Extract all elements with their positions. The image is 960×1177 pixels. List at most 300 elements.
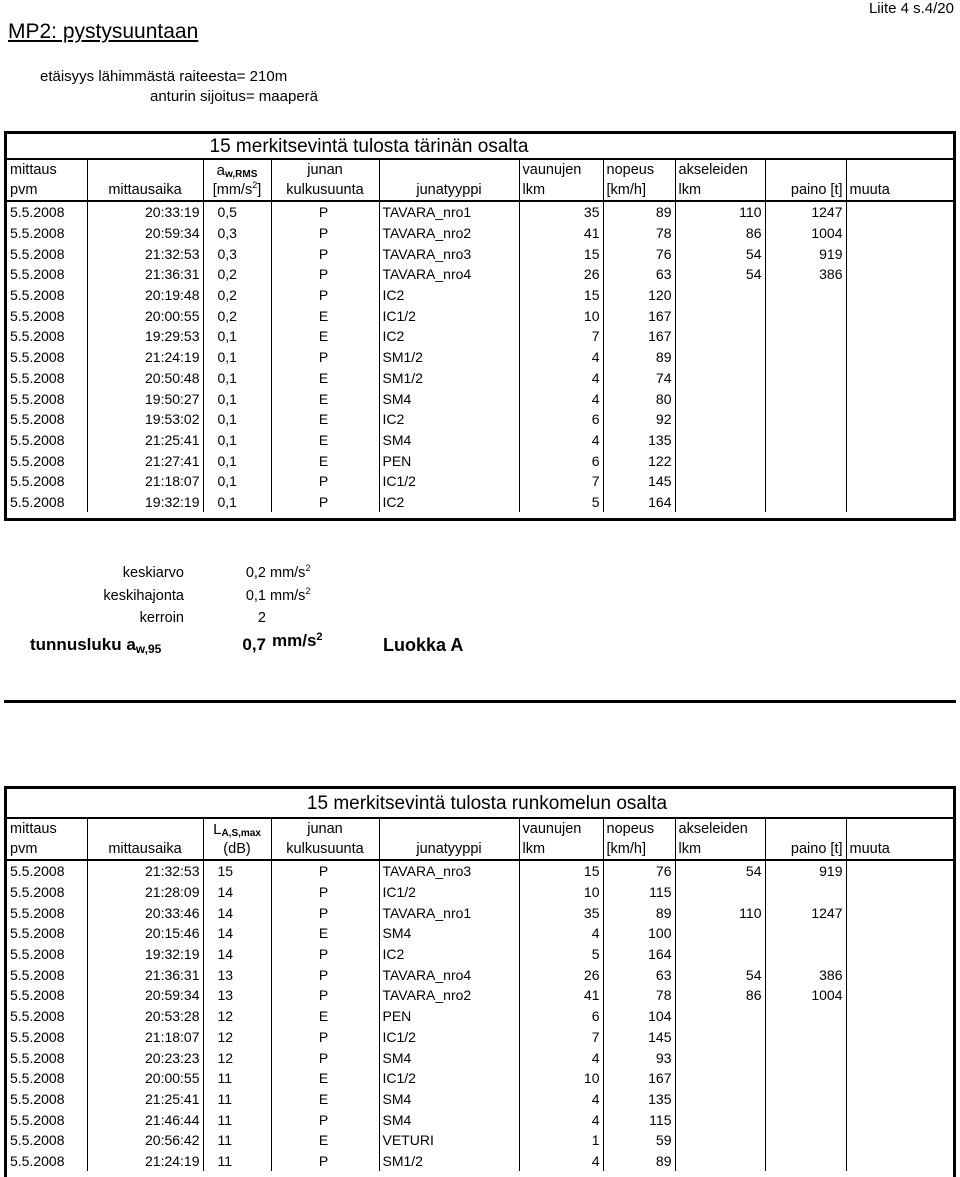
- cell-metric-value: 15: [203, 860, 271, 882]
- cell-akseli-lkm: [675, 944, 765, 965]
- cell-akseli-lkm: [675, 347, 765, 368]
- cell-kulkusuunta: E: [271, 1089, 379, 1110]
- cell-akseli-lkm: [675, 1109, 765, 1130]
- cell-junatyyppi: TAVARA_nro2: [379, 223, 519, 244]
- cell-paino: [765, 305, 846, 326]
- cell-metric-value: 0,1: [203, 368, 271, 389]
- cell-mittausaika: 19:50:27: [87, 388, 203, 409]
- table-row: [7, 264, 953, 285]
- cell-muuta: [846, 923, 953, 944]
- header-junatyyppi: junatyyppi: [379, 839, 519, 860]
- cell-mittausaika: 20:59:34: [87, 985, 203, 1006]
- cell-vaunu-lkm: 26: [519, 964, 603, 985]
- cell-akseli-lkm: [675, 1130, 765, 1151]
- cell-pvm: 5.5.2008: [10, 904, 65, 921]
- cell-vaunu-lkm: 10: [519, 305, 603, 326]
- cell-nopeus: 164: [603, 944, 675, 965]
- header-akseleiden: akseleiden: [675, 818, 765, 839]
- cell-nopeus: 76: [603, 243, 675, 264]
- page-title: MP2: pystysuuntaan: [8, 20, 199, 43]
- cell-kulkusuunta: E: [271, 923, 379, 944]
- cell-paino: 1247: [765, 902, 846, 923]
- cell-muuta: [846, 1089, 953, 1110]
- header-mittausaika: mittausaika: [87, 839, 203, 860]
- header-kulkusuunta: kulkusuunta: [271, 180, 379, 201]
- cell-mittausaika: 21:36:31: [87, 964, 203, 985]
- cell-junatyyppi: IC2: [379, 285, 519, 306]
- header-pvm: pvm: [7, 180, 87, 201]
- cell-muuta: [846, 860, 953, 882]
- cell-mittausaika: 20:23:23: [87, 1047, 203, 1068]
- cell-paino: [765, 1047, 846, 1068]
- cell-pvm: 5.5.2008: [10, 266, 65, 283]
- cell-paino: [765, 347, 846, 368]
- header-metric-subscript: w,RMS: [224, 168, 258, 180]
- cell-pvm: 5.5.2008: [10, 863, 65, 880]
- table-row: [7, 430, 953, 451]
- cell-muuta: [846, 985, 953, 1006]
- cell-akseli-lkm: [675, 1151, 765, 1172]
- cell-nopeus: 63: [603, 964, 675, 985]
- cell-pvm: 5.5.2008: [10, 349, 65, 366]
- cell-mittausaika: 21:32:53: [87, 243, 203, 264]
- cell-vaunu-lkm: 10: [519, 882, 603, 903]
- cell-pvm: 5.5.2008: [10, 245, 65, 262]
- cell-paino: [765, 285, 846, 306]
- cell-pvm: 5.5.2008: [10, 287, 65, 304]
- cell-pvm: 5.5.2008: [10, 1008, 65, 1025]
- cell-nopeus: 59: [603, 1130, 675, 1151]
- cell-paino: 1247: [765, 201, 846, 223]
- cell-nopeus: 78: [603, 985, 675, 1006]
- cell-pvm: 5.5.2008: [10, 987, 65, 1004]
- cell-kulkusuunta: P: [271, 201, 379, 223]
- table-row: [7, 1130, 953, 1151]
- table-row: [7, 243, 953, 264]
- cell-junatyyppi: SM4: [379, 1089, 519, 1110]
- cell-pvm: 5.5.2008: [10, 369, 65, 386]
- distance-info: etäisyys lähimmästä raiteesta= 210m: [40, 68, 288, 85]
- cell-muuta: [846, 471, 953, 492]
- cell-akseli-lkm: 86: [675, 223, 765, 244]
- cell-pvm: 5.5.2008: [10, 1028, 65, 1045]
- header-kulkusuunta: kulkusuunta: [271, 839, 379, 860]
- cell-mittausaika: 21:36:31: [87, 264, 203, 285]
- cell-pvm: 5.5.2008: [10, 966, 65, 983]
- cell-nopeus: 93: [603, 1047, 675, 1068]
- cell-metric-value: 14: [203, 944, 271, 965]
- cell-metric-value: 12: [203, 1047, 271, 1068]
- header-paino: paino [t]: [765, 839, 846, 860]
- cell-metric-value: 0,1: [203, 471, 271, 492]
- cell-muuta: [846, 223, 953, 244]
- cell-akseli-lkm: 54: [675, 264, 765, 285]
- cell-metric-value: 0,3: [203, 243, 271, 264]
- cell-mittausaika: 20:50:48: [87, 368, 203, 389]
- cell-paino: [765, 882, 846, 903]
- cell-muuta: [846, 264, 953, 285]
- cell-metric-value: 0,2: [203, 264, 271, 285]
- cell-vaunu-lkm: 6: [519, 450, 603, 471]
- cell-metric-value: 0,1: [203, 430, 271, 451]
- cell-vaunu-lkm: 6: [519, 409, 603, 430]
- table-row: [7, 1006, 953, 1027]
- cell-pvm: 5.5.2008: [10, 1132, 65, 1149]
- cell-vaunu-lkm: 15: [519, 243, 603, 264]
- cell-mittausaika: 19:32:19: [87, 944, 203, 965]
- cell-pvm: 5.5.2008: [10, 473, 65, 490]
- cell-vaunu-lkm: 41: [519, 223, 603, 244]
- cell-nopeus: 164: [603, 492, 675, 513]
- cell-metric-value: 11: [203, 1151, 271, 1172]
- cell-paino: [765, 492, 846, 513]
- cell-kulkusuunta: P: [271, 860, 379, 882]
- cell-muuta: [846, 326, 953, 347]
- appendix-page-number: Liite 4 s.4/20: [868, 0, 954, 17]
- cell-akseli-lkm: [675, 430, 765, 451]
- header-unit: (dB): [203, 839, 271, 860]
- cell-akseli-lkm: [675, 1027, 765, 1048]
- header-akseleiden: akseleiden: [675, 159, 765, 180]
- vibration-table-title: 15 merkitsevintä tulosta tärinän osalta: [209, 136, 529, 157]
- header-vaunujen: vaunujen: [519, 159, 603, 180]
- cell-mittausaika: 20:33:19: [87, 201, 203, 223]
- table-row: [7, 902, 953, 923]
- cell-akseli-lkm: [675, 1068, 765, 1089]
- cell-metric-value: 11: [203, 1068, 271, 1089]
- cell-kulkusuunta: P: [271, 264, 379, 285]
- key-figure-label: tunnusluku aw,95: [30, 635, 162, 656]
- cell-vaunu-lkm: 7: [519, 1027, 603, 1048]
- cell-kulkusuunta: P: [271, 471, 379, 492]
- cell-pvm: 5.5.2008: [10, 390, 65, 407]
- cell-kulkusuunta: P: [271, 1027, 379, 1048]
- cell-akseli-lkm: 110: [675, 201, 765, 223]
- header-mittausaika: mittausaika: [87, 180, 203, 201]
- header-muuta: muuta: [846, 839, 953, 860]
- table-row: [7, 347, 953, 368]
- table-row: [7, 964, 953, 985]
- header-metric-subscript: A,S,max: [221, 827, 261, 839]
- cell-akseli-lkm: [675, 492, 765, 513]
- cell-vaunu-lkm: 26: [519, 264, 603, 285]
- cell-nopeus: 100: [603, 923, 675, 944]
- header-paino: paino [t]: [765, 180, 846, 201]
- header-pvm: pvm: [7, 839, 87, 860]
- cell-mittausaika: 21:32:53: [87, 860, 203, 882]
- cell-kulkusuunta: P: [271, 492, 379, 513]
- cell-muuta: [846, 347, 953, 368]
- cell-mittausaika: 21:18:07: [87, 1027, 203, 1048]
- cell-metric-value: 0,5: [203, 201, 271, 223]
- header-mittaus: mittaus: [7, 818, 87, 839]
- cell-vaunu-lkm: 4: [519, 923, 603, 944]
- cell-paino: [765, 944, 846, 965]
- cell-mittausaika: 21:25:41: [87, 1089, 203, 1110]
- cell-kulkusuunta: E: [271, 1130, 379, 1151]
- cell-paino: 1004: [765, 223, 846, 244]
- cell-akseli-lkm: 54: [675, 964, 765, 985]
- cell-junatyyppi: SM1/2: [379, 1151, 519, 1172]
- mean-value: 0,2: [245, 565, 266, 581]
- sensor-placement-info: anturin sijoitus= maaperä: [150, 88, 319, 105]
- cell-junatyyppi: SM4: [379, 1047, 519, 1068]
- cell-kulkusuunta: P: [271, 243, 379, 264]
- cell-paino: [765, 450, 846, 471]
- cell-akseli-lkm: [675, 326, 765, 347]
- table-row: [7, 388, 953, 409]
- cell-mittausaika: 20:00:55: [87, 305, 203, 326]
- cell-vaunu-lkm: 35: [519, 902, 603, 923]
- cell-akseli-lkm: 86: [675, 985, 765, 1006]
- cell-muuta: [846, 368, 953, 389]
- cell-muuta: [846, 1109, 953, 1130]
- header-junan: junan: [271, 159, 379, 180]
- noise-results-table: [7, 817, 953, 1171]
- cell-muuta: [846, 305, 953, 326]
- cell-paino: [765, 1027, 846, 1048]
- cell-nopeus: 89: [603, 902, 675, 923]
- cell-vaunu-lkm: 10: [519, 1068, 603, 1089]
- cell-muuta: [846, 1047, 953, 1068]
- factor-label: kerroin: [139, 610, 184, 626]
- cell-pvm: 5.5.2008: [10, 411, 65, 428]
- cell-nopeus: 89: [603, 201, 675, 223]
- cell-nopeus: 89: [603, 347, 675, 368]
- cell-muuta: [846, 1006, 953, 1027]
- cell-muuta: [846, 409, 953, 430]
- cell-mittausaika: 21:18:07: [87, 471, 203, 492]
- table-row: [7, 492, 953, 513]
- section-divider: [4, 700, 956, 703]
- table-row: [7, 201, 953, 223]
- cell-metric-value: 11: [203, 1130, 271, 1151]
- std-value: 0,1: [245, 588, 266, 604]
- header-unit: $[mm/s^2]$: [203, 180, 271, 201]
- table-row: [7, 882, 953, 903]
- cell-metric-value: 0,1: [203, 388, 271, 409]
- header-axle-lkm: lkm: [675, 839, 765, 860]
- cell-pvm: 5.5.2008: [10, 946, 65, 963]
- cell-mittausaika: 19:32:19: [87, 492, 203, 513]
- header-axle-lkm: lkm: [675, 180, 765, 201]
- cell-paino: [765, 368, 846, 389]
- cell-metric-value: 0,2: [203, 285, 271, 306]
- cell-vaunu-lkm: 1: [519, 1130, 603, 1151]
- factor-value: 2: [257, 610, 266, 626]
- cell-nopeus: 92: [603, 409, 675, 430]
- cell-paino: [765, 1089, 846, 1110]
- header-vaunu-lkm: lkm: [519, 180, 603, 201]
- cell-paino: [765, 471, 846, 492]
- cell-paino: [765, 1006, 846, 1027]
- cell-akseli-lkm: [675, 285, 765, 306]
- std-label: keskihajonta: [103, 588, 184, 604]
- cell-kulkusuunta: E: [271, 409, 379, 430]
- cell-kulkusuunta: P: [271, 347, 379, 368]
- table-row: [7, 1109, 953, 1130]
- key-figure-value: 0,7: [242, 635, 266, 654]
- cell-paino: [765, 1151, 846, 1172]
- cell-muuta: [846, 1130, 953, 1151]
- header-junan: junan: [271, 818, 379, 839]
- cell-nopeus: 78: [603, 223, 675, 244]
- cell-akseli-lkm: [675, 923, 765, 944]
- cell-kulkusuunta: P: [271, 285, 379, 306]
- cell-vaunu-lkm: 15: [519, 860, 603, 882]
- cell-junatyyppi: TAVARA_nro4: [379, 264, 519, 285]
- cell-akseli-lkm: [675, 450, 765, 471]
- cell-vaunu-lkm: 35: [519, 201, 603, 223]
- cell-mittausaika: 20:59:34: [87, 223, 203, 244]
- cell-akseli-lkm: 54: [675, 243, 765, 264]
- header-nopeus: nopeus: [603, 818, 675, 839]
- cell-akseli-lkm: [675, 471, 765, 492]
- cell-nopeus: 104: [603, 1006, 675, 1027]
- cell-junatyyppi: PEN: [379, 450, 519, 471]
- cell-nopeus: 89: [603, 1151, 675, 1172]
- noise-results-panel: [4, 786, 956, 1177]
- cell-pvm: 5.5.2008: [10, 225, 65, 242]
- cell-vaunu-lkm: 4: [519, 1151, 603, 1172]
- cell-junatyyppi: IC2: [379, 326, 519, 347]
- cell-metric-value: 0,1: [203, 409, 271, 430]
- cell-paino: [765, 1109, 846, 1130]
- table-row: [7, 1068, 953, 1089]
- mean-unit: $mm/s^2$: [270, 563, 311, 581]
- cell-muuta: [846, 1027, 953, 1048]
- table-row: [7, 368, 953, 389]
- cell-junatyyppi: TAVARA_nro1: [379, 201, 519, 223]
- cell-junatyyppi: IC1/2: [379, 471, 519, 492]
- cell-kulkusuunta: P: [271, 985, 379, 1006]
- cell-kulkusuunta: E: [271, 326, 379, 347]
- cell-pvm: 5.5.2008: [10, 925, 65, 942]
- cell-pvm: 5.5.2008: [10, 204, 65, 221]
- cell-kulkusuunta: E: [271, 430, 379, 451]
- cell-paino: [765, 409, 846, 430]
- cell-metric-value: 0,1: [203, 347, 271, 368]
- table-row: [7, 1027, 953, 1048]
- cell-vaunu-lkm: 4: [519, 1047, 603, 1068]
- cell-mittausaika: 21:46:44: [87, 1109, 203, 1130]
- cell-kulkusuunta: P: [271, 1047, 379, 1068]
- cell-metric-value: 0,1: [203, 326, 271, 347]
- cell-mittausaika: 20:00:55: [87, 1068, 203, 1089]
- cell-metric-value: 13: [203, 985, 271, 1006]
- cell-metric-value: 14: [203, 882, 271, 903]
- cell-mittausaika: 21:24:19: [87, 347, 203, 368]
- cell-mittausaika: 20:19:48: [87, 285, 203, 306]
- cell-paino: [765, 1130, 846, 1151]
- header-nopeus: nopeus: [603, 159, 675, 180]
- header-mittaus: mittaus: [7, 159, 87, 180]
- cell-nopeus: 135: [603, 430, 675, 451]
- cell-muuta: [846, 243, 953, 264]
- table-row: [7, 985, 953, 1006]
- vibration-results-table: [7, 158, 953, 512]
- cell-mittausaika: 20:15:46: [87, 923, 203, 944]
- cell-junatyyppi: TAVARA_nro4: [379, 964, 519, 985]
- cell-akseli-lkm: 110: [675, 902, 765, 923]
- cell-vaunu-lkm: 4: [519, 347, 603, 368]
- cell-vaunu-lkm: 5: [519, 492, 603, 513]
- cell-nopeus: 135: [603, 1089, 675, 1110]
- cell-muuta: [846, 201, 953, 223]
- cell-pvm: 5.5.2008: [10, 1152, 65, 1169]
- table-row: [7, 285, 953, 306]
- cell-muuta: [846, 902, 953, 923]
- cell-metric-value: 0,1: [203, 450, 271, 471]
- header-vaunu-lkm: lkm: [519, 839, 603, 860]
- cell-junatyyppi: IC1/2: [379, 305, 519, 326]
- cell-metric-value: 14: [203, 902, 271, 923]
- cell-junatyyppi: IC1/2: [379, 1027, 519, 1048]
- cell-kulkusuunta: E: [271, 1006, 379, 1027]
- table-row: [7, 1047, 953, 1068]
- header-junatyyppi: junatyyppi: [379, 180, 519, 201]
- cell-junatyyppi: TAVARA_nro3: [379, 243, 519, 264]
- table-row: [7, 450, 953, 471]
- cell-metric-value: 0,3: [203, 223, 271, 244]
- cell-paino: 919: [765, 860, 846, 882]
- cell-muuta: [846, 388, 953, 409]
- cell-paino: [765, 430, 846, 451]
- cell-pvm: 5.5.2008: [10, 1049, 65, 1066]
- cell-pvm: 5.5.2008: [10, 307, 65, 324]
- header-speed-unit: [km/h]: [603, 839, 675, 860]
- cell-kulkusuunta: E: [271, 368, 379, 389]
- cell-muuta: [846, 430, 953, 451]
- header-muuta: muuta: [846, 180, 953, 201]
- cell-kulkusuunta: P: [271, 882, 379, 903]
- cell-kulkusuunta: P: [271, 902, 379, 923]
- cell-pvm: 5.5.2008: [10, 452, 65, 469]
- cell-mittausaika: 20:53:28: [87, 1006, 203, 1027]
- cell-paino: 386: [765, 964, 846, 985]
- cell-akseli-lkm: [675, 305, 765, 326]
- cell-muuta: [846, 1151, 953, 1172]
- cell-junatyyppi: IC2: [379, 409, 519, 430]
- cell-akseli-lkm: [675, 1047, 765, 1068]
- cell-vaunu-lkm: 4: [519, 1109, 603, 1130]
- cell-nopeus: 145: [603, 1027, 675, 1048]
- cell-kulkusuunta: P: [271, 223, 379, 244]
- cell-metric-value: 11: [203, 1089, 271, 1110]
- header-metric-symbol: LA,S,max: [203, 818, 271, 839]
- cell-nopeus: 76: [603, 860, 675, 882]
- cell-pvm: 5.5.2008: [10, 1090, 65, 1107]
- cell-nopeus: 167: [603, 1068, 675, 1089]
- cell-vaunu-lkm: 4: [519, 388, 603, 409]
- cell-akseli-lkm: [675, 368, 765, 389]
- cell-pvm: 5.5.2008: [10, 431, 65, 448]
- cell-akseli-lkm: [675, 1006, 765, 1027]
- cell-junatyyppi: IC1/2: [379, 1068, 519, 1089]
- cell-nopeus: 115: [603, 1109, 675, 1130]
- cell-junatyyppi: SM4: [379, 388, 519, 409]
- cell-junatyyppi: IC2: [379, 944, 519, 965]
- cell-kulkusuunta: P: [271, 944, 379, 965]
- cell-junatyyppi: TAVARA_nro2: [379, 985, 519, 1006]
- key-figure-unit: $mm/s^2$: [272, 631, 323, 650]
- class-label: Luokka A: [383, 635, 464, 655]
- cell-nopeus: 115: [603, 882, 675, 903]
- cell-paino: [765, 388, 846, 409]
- cell-paino: [765, 1068, 846, 1089]
- cell-metric-value: 13: [203, 964, 271, 985]
- cell-kulkusuunta: E: [271, 450, 379, 471]
